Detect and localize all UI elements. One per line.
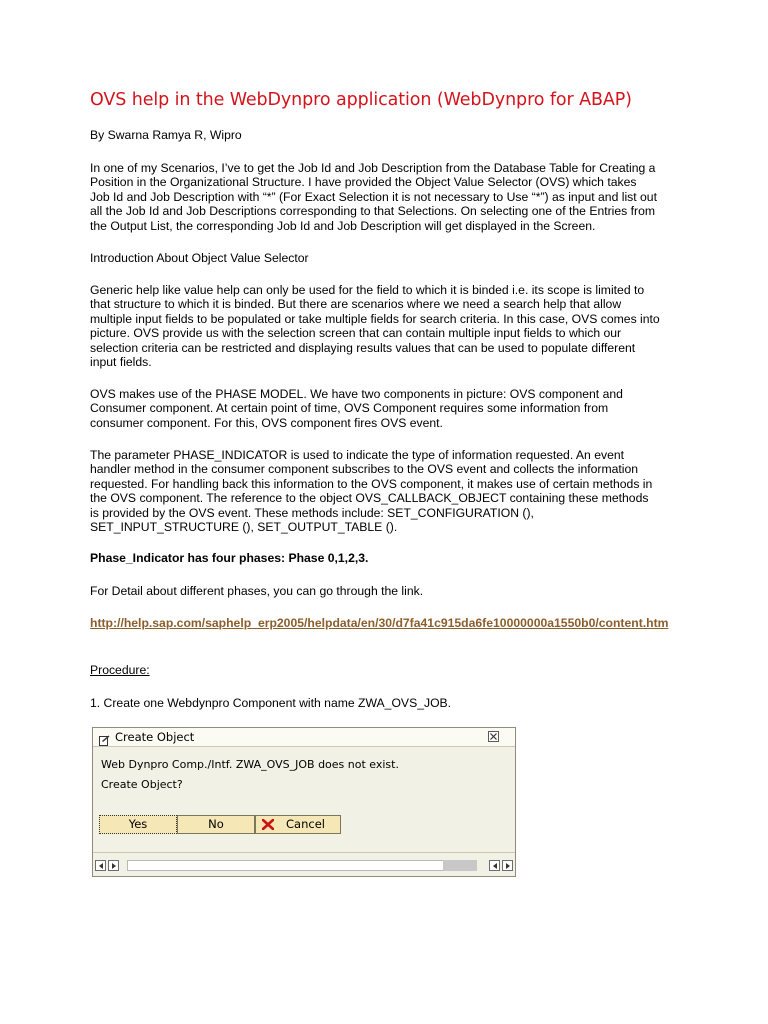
author-line: By Swarna Ramya R, Wipro xyxy=(90,128,242,142)
yes-button[interactable]: Yes xyxy=(99,815,177,834)
paragraph-line: handler method in the consumer component subscribes to the OVS event and collects the information xyxy=(90,462,639,477)
create-object-dialog xyxy=(92,727,516,877)
cancel-button[interactable] xyxy=(255,815,341,834)
intro-heading: Introduction About Object Value Selector xyxy=(90,251,309,265)
create-document-icon xyxy=(99,731,110,742)
paragraph-line: OVS makes use of the PHASE MODEL. We have two components in picture: OVS component and xyxy=(90,387,623,401)
paragraph-line: requested. For handling back this information to the OVS component, it makes use of certain methods in xyxy=(90,476,653,491)
no-button[interactable]: No xyxy=(177,815,255,834)
paragraph-intro xyxy=(90,161,682,233)
dialog-divider xyxy=(93,852,515,853)
paragraph-line: that structure to which it is binded. But there are scenarios where we need a search help that allow xyxy=(90,297,622,312)
paragraph-line: In one of my Scenarios, I’ve to get the Job Id and Job Description from the Database Table for Creating a xyxy=(90,161,656,175)
paragraph-line: Generic help like value help can only be used for the field to which it is binded i.e. its scope is limited to xyxy=(90,283,645,297)
procedure-heading: Procedure: xyxy=(90,663,150,677)
scroll-last-icon[interactable] xyxy=(502,860,513,871)
dialog-question: Create Object? xyxy=(101,778,183,791)
paragraph-phase-model xyxy=(90,387,682,430)
paragraph-line: multiple input fields to be populated or take multiple fields for search criteria. In this case, OVS comes into xyxy=(90,311,660,326)
paragraph-line: the Output List, the corresponding Job Id and Job Description will get displayed in the Screen. xyxy=(90,218,596,233)
paragraph-line: Position in the Organizational Structure. I have provided the Object Value Selector (OVS) which takes xyxy=(90,175,637,190)
close-icon[interactable] xyxy=(488,731,499,742)
scroll-first-icon[interactable] xyxy=(95,860,106,871)
paragraph-line: SET_INPUT_STRUCTURE (), SET_OUTPUT_TABLE (). xyxy=(90,520,398,535)
paragraph-line: consumer component. For this, OVS component fires OVS event. xyxy=(90,415,443,430)
paragraph-line: picture. OVS provide us with the selection screen that can contain multiple input fields to which our xyxy=(90,326,622,341)
document-title: OVS help in the WebDynpro application (WebDynpro for ABAP) xyxy=(90,90,632,110)
paragraph-line: all the Job Id and Job Descriptions corresponding to that Selections. On selecting one of the Entries from xyxy=(90,204,656,219)
help-link[interactable]: http://help.sap.com/saphelp_erp2005/helpdata/en/30/d7fa41c915da6fe10000000a1550b0/content.htm xyxy=(90,616,669,630)
cancel-button-label: Cancel xyxy=(286,817,325,831)
paragraph-line: is provided by the OVS event. These methods include: SET_CONFIGURATION (), xyxy=(90,505,534,520)
phase-heading: Phase_Indicator has four phases: Phase 0,1,2,3. xyxy=(90,551,369,565)
paragraph-line: the OVS component. The reference to the object OVS_CALLBACK_OBJECT containing these methods xyxy=(90,491,649,506)
detail-text: For Detail about different phases, you can go through the link. xyxy=(90,584,424,598)
paragraph-line: selection criteria can be restricted and displaying results values that can be used to populate different xyxy=(90,340,636,355)
paragraph-phase-indicator xyxy=(90,448,682,534)
paragraph-line: The parameter PHASE_INDICATOR is used to indicate the type of information requested. An event xyxy=(90,448,625,462)
paragraph-line: input fields. xyxy=(90,355,152,370)
dialog-title-bar xyxy=(93,728,515,747)
horizontal-scrollbar[interactable] xyxy=(95,860,513,873)
paragraph-line: Job Id and Job Description with “*” (For Exact Selection it is not necessary to Use “*”) as input and list out xyxy=(90,189,657,204)
cancel-x-icon xyxy=(262,819,274,830)
dialog-message: Web Dynpro Comp./Intf. ZWA_OVS_JOB does not exist. xyxy=(101,758,399,771)
scroll-thumb[interactable] xyxy=(443,860,477,871)
step-1: 1. Create one Webdynpro Component with name ZWA_OVS_JOB. xyxy=(90,696,452,710)
dialog-title: Create Object xyxy=(115,730,195,744)
scroll-right-icon[interactable] xyxy=(489,860,500,871)
paragraph-generic-help xyxy=(90,283,682,369)
scroll-track[interactable] xyxy=(127,860,477,871)
scroll-left-icon[interactable] xyxy=(108,860,119,871)
paragraph-line: Consumer component. At certain point of time, OVS Component requires some information from xyxy=(90,401,609,416)
